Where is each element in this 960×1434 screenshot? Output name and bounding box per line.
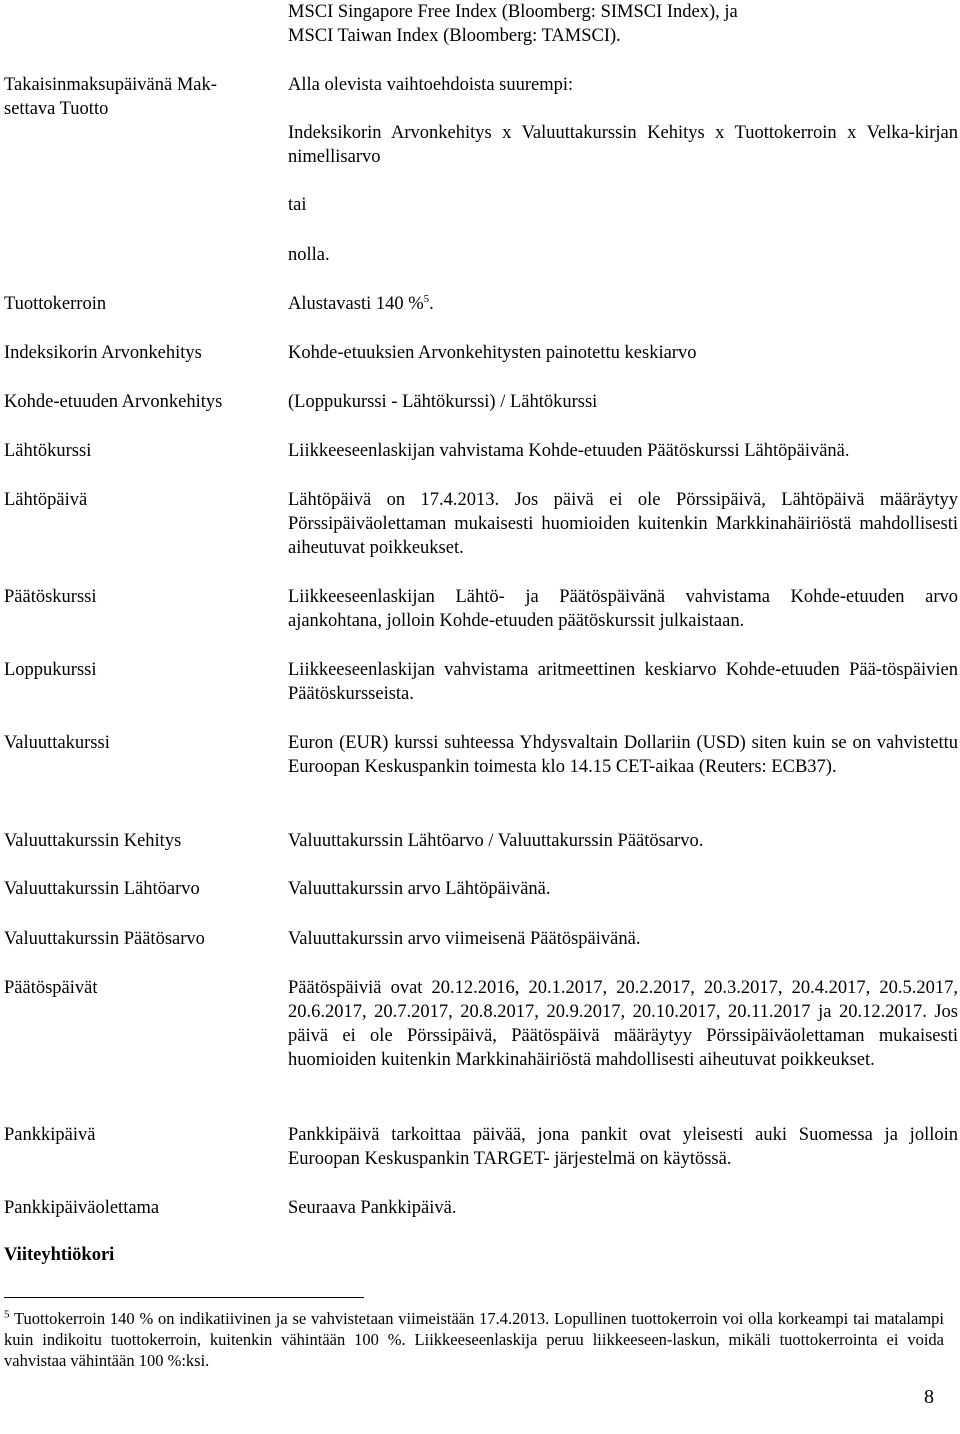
index-line-singapore: MSCI Singapore Free Index (Bloomberg: SIMSCI Index), ja xyxy=(288,2,738,22)
footnote-ref[interactable]: 5 xyxy=(423,292,430,305)
term-kohde-etuuden-arvonkehitys: Kohde-etuuden Arvonkehitys xyxy=(4,392,223,412)
def-lahtopaiva: Lähtöpäivä on 17.4.2013. Jos päivä ei ole Pörssipäivä, Lähtöpäivä määräytyy Pörssipäiväolettaman mukaisesti huomioiden kuitenkin Markkinahäiriöstä mahdollisesti aiheutuvat poikkeukset. xyxy=(288,490,958,558)
term-maksettava-tuotto-line2: settava Tuotto xyxy=(4,99,109,119)
def-lahtokurssi: Liikkeeseenlaskijan vahvistama Kohde-etuuden Päätöskurssi Lähtöpäivänä. xyxy=(288,441,850,461)
term-pankkipaivaolettama: Pankkipäiväolettama xyxy=(4,1198,160,1218)
term-maksettava-tuotto xyxy=(4,73,274,121)
term-valuuttakurssin-kehitys: Valuuttakurssin Kehitys xyxy=(4,831,182,851)
def-maksettava-tuotto-intro: Alla olevista vaihtoehdoista suurempi: xyxy=(288,75,574,95)
def-maksettava-tuotto-zero: nolla. xyxy=(288,245,330,265)
def-maksettava-tuotto-formula: Indeksikorin Arvonkehitys x Valuuttakurssin Kehitys x Tuottokerroin x Velka-kirjan nimellisarvo xyxy=(288,123,958,167)
footnote-text: Tuottokerroin 140 % on indikatiivinen ja se vahvistetaan viimeistään 17.4.2013. Lopullinen tuottokerroin voi olla korkeampi tai matalampi kuin indikoitu tuottokerroin, kuitenkin vähintään 100 %. Liikkeeseenlaskija peruu liikkeeseen-laskun, mikäli tuottokerrointa ei voida vahvistaa vähintään 100 %:ksi. xyxy=(4,1309,945,1370)
def-pankkipaiva: Pankkipäivä tarkoittaa päivää, jona pankit ovat yleisesti auki Suomessa ja jolloin Euroopan Keskuspankin TARGET- järjestelmä on käytössä. xyxy=(288,1125,958,1169)
def-maksettava-tuotto-or: tai xyxy=(288,195,307,215)
term-tuottokerroin: Tuottokerroin xyxy=(4,294,107,314)
def-pankkipaivaolettama: Seuraava Pankkipäivä. xyxy=(288,1198,457,1218)
def-kohde-etuuden-arvonkehitys: (Loppukurssi - Lähtökurssi) / Lähtökurssi xyxy=(288,392,598,412)
term-valuuttakurssin-lahtoarvo: Valuuttakurssin Lähtöarvo xyxy=(4,879,200,899)
def-valuuttakurssi: Euron (EUR) kurssi suhteessa Yhdysvaltain Dollariin (USD) siten kuin se on vahvistettu Euroopan Keskuspankin toimesta klo 14.15 CET-aikaa (Reuters: ECB37). xyxy=(288,733,958,777)
term-maksettava-tuotto-line1: Takaisinmaksupäivänä Mak- xyxy=(4,75,217,95)
def-valuuttakurssin-kehitys: Valuuttakurssin Lähtöarvo / Valuuttakurssin Päätösarvo. xyxy=(288,831,704,851)
index-line-taiwan: MSCI Taiwan Index (Bloomberg: TAMSCI). xyxy=(288,26,621,46)
term-lahtokurssi: Lähtökurssi xyxy=(4,441,92,461)
footnote-marker: 5 xyxy=(4,1308,10,1321)
def-tuottokerroin-text: Alustavasti 140 % xyxy=(288,294,424,314)
term-paatospaivat: Päätöspäivät xyxy=(4,978,98,998)
def-tuottokerroin-end: . xyxy=(429,294,434,314)
def-valuuttakurssin-lahtoarvo: Valuuttakurssin arvo Lähtöpäivänä. xyxy=(288,879,551,899)
term-pankkipaiva: Pankkipäivä xyxy=(4,1125,96,1145)
def-indeksikorin-arvonkehitys: Kohde-etuuksien Arvonkehitysten painotettu keskiarvo xyxy=(288,343,697,363)
def-paatospaivat: Päätöspäiviä ovat 20.12.2016, 20.1.2017, 20.2.2017, 20.3.2017, 20.4.2017, 20.5.2017, 20.6.2017, 20.7.2017, 20.8.2017, 20.9.2017, 20.10.2017, 20.11.2017 ja 20.12.2017. Jos päivä ei ole Pörssipäivä, Päätöspäivä määräytyy Pörssipäiväolettaman mukaisesti huomioiden kuitenkin Markkinahäiriöstä mahdollisesti aiheutuvat poikkeukset. xyxy=(288,978,958,1070)
term-valuuttakurssi: Valuuttakurssi xyxy=(4,733,110,753)
section-heading-viiteyhtiokori: Viiteyhtiökori xyxy=(4,1245,115,1265)
term-valuuttakurssin-paatosarvo: Valuuttakurssin Päätösarvo xyxy=(4,929,205,949)
term-paatoskurssi: Päätöskurssi xyxy=(4,587,97,607)
def-loppukurssi: Liikkeeseenlaskijan vahvistama aritmeettinen keskiarvo Kohde-etuuden Pää-töspäivien Päätöskursseista. xyxy=(288,660,958,704)
term-loppukurssi: Loppukurssi xyxy=(4,660,97,680)
footnote-divider xyxy=(4,1297,364,1298)
term-lahtopaiva: Lähtöpäivä xyxy=(4,490,88,510)
def-tuottokerroin xyxy=(288,292,958,316)
def-valuuttakurssin-paatosarvo: Valuuttakurssin arvo viimeisenä Päätöspäivänä. xyxy=(288,929,641,949)
page-number: 8 xyxy=(924,1386,934,1408)
footnote xyxy=(4,1308,944,1371)
def-paatoskurssi: Liikkeeseenlaskijan Lähtö- ja Päätöspäivänä vahvistama Kohde-etuuden arvo ajankohtana, jolloin Kohde-etuuden päätöskurssit julkaistaan. xyxy=(288,587,958,631)
term-indeksikorin-arvonkehitys: Indeksikorin Arvonkehitys xyxy=(4,343,202,363)
index-list-continuation xyxy=(288,0,958,48)
